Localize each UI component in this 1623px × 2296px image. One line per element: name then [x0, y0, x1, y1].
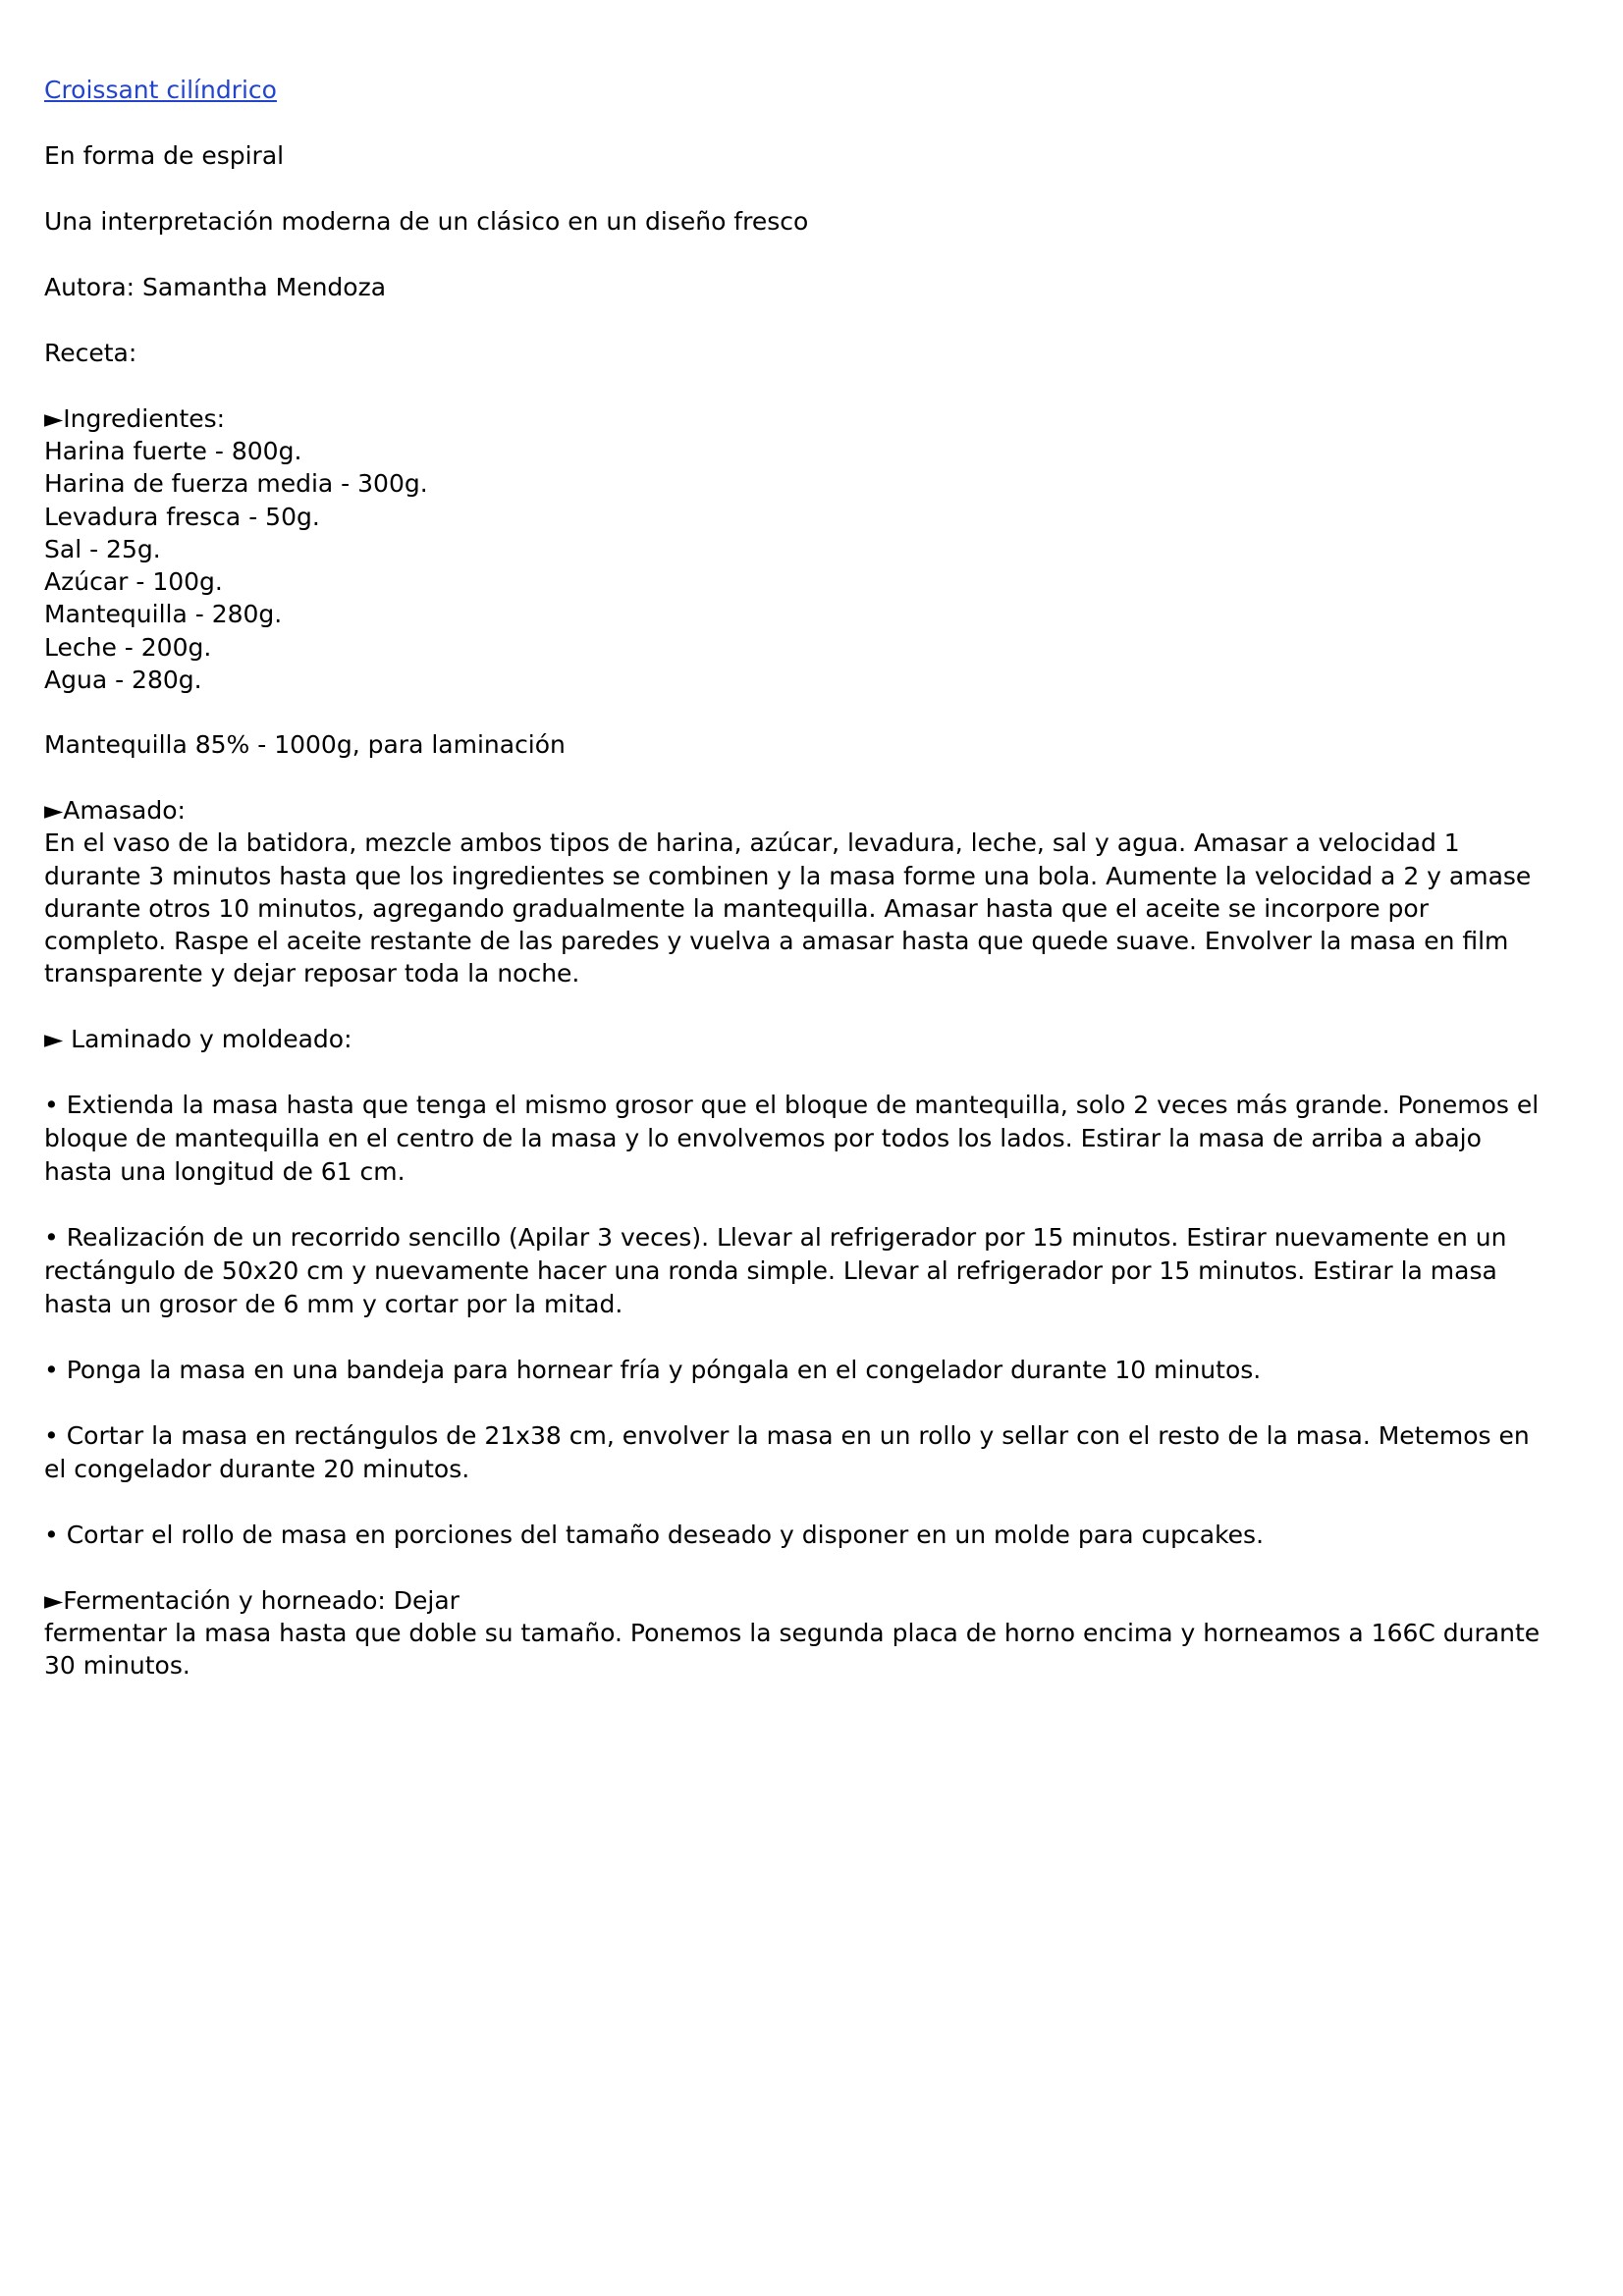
ingredient-item: Sal - 25g.: [44, 534, 161, 563]
ingredient-item: Azúcar - 100g.: [44, 567, 223, 596]
ingredient-item: Harina de fuerza media - 300g.: [44, 469, 428, 499]
ingredient-item: Harina fuerte - 800g.: [44, 437, 302, 465]
lamination-step: • Ponga la masa en una bandeja para hornear fría y póngala en el congelador durante 10 minutos.: [44, 1355, 1262, 1384]
recipe-label: Receta:: [44, 338, 137, 367]
ingredient-item: Mantequilla - 280g.: [44, 600, 283, 629]
ingredients-heading: ►Ingredientes:: [44, 403, 226, 433]
proofing-text: fermentar la masa hasta que doble su tamaño. Ponemos la segunda placa de horno encima y horneamos a 166C durante 30 minutos.: [44, 1618, 1541, 1680]
lamination-step: • Realización de un recorrido sencillo (Apilar 3 veces). Llevar al refrigerador por 15 minutos. Estirar nuevamente en un rectángulo de 50x20 cm y nuevamente hacer una ronda simple. Llevar al refrigerador por 15 minutos. Estirar la masa hasta un grosor de 6 mm y cortar por la mitad.: [44, 1222, 1507, 1318]
kneading-heading: ►Amasado:: [44, 796, 186, 825]
document-title-row: [44, 74, 1556, 107]
recipe-title-link[interactable]: Croissant cilíndrico: [44, 76, 277, 104]
ingredients-block: [44, 402, 1556, 696]
ingredient-item: Levadura fresca - 50g.: [44, 502, 320, 531]
lamination-step: • Cortar la masa en rectángulos de 21x38 cm, envolver la masa en un rollo y sellar con el resto de la masa. Metemos en el congelador durante 20 minutos.: [44, 1420, 1530, 1483]
kneading-text: En el vaso de la batidora, mezcle ambos tipos de harina, azúcar, levadura, leche, sal y agua. Amasar a velocidad 1 durante 3 minutos hasta que los ingredientes se combinen y la masa forme una bola. Aumente la velocidad a 2 y amase durante otros 10 minutos, agregando gradualmente la mantequilla. Amasar hasta que el aceite se incorpore por completo. Raspe el aceite restante de las paredes y vuelva a amasar hasta que quede suave. Envolver la masa en film transparente y dejar reposar toda la noche.: [44, 828, 1532, 988]
proofing-heading: ►Fermentación y horneado: Dejar: [44, 1585, 460, 1615]
ingredient-item: Agua - 280g.: [44, 665, 202, 694]
lamination-step: • Extienda la masa hasta que tenga el mismo grosor que el bloque de mantequilla, solo 2 veces más grande. Ponemos el bloque de mantequilla en el centro de la masa y lo envolvemos por todos los lados. Estirar la masa de arriba a abajo hasta una longitud de 61 cm.: [44, 1090, 1540, 1186]
subtitle-text: En forma de espiral: [44, 140, 285, 170]
document-body: [44, 74, 1556, 1682]
kneading-block: [44, 794, 1556, 990]
lamination-step: • Cortar el rollo de masa en porciones del tamaño deseado y disponer en un molde para cupcakes.: [44, 1520, 1265, 1549]
lamination-heading: ► Laminado y moldeado:: [44, 1024, 352, 1053]
description-text: Una interpretación moderna de un clásico en un diseño fresco: [44, 206, 809, 236]
ingredient-item: Leche - 200g.: [44, 632, 212, 662]
proofing-block: [44, 1584, 1556, 1682]
lamination-butter-note: Mantequilla 85% - 1000g, para laminación: [44, 730, 566, 759]
author-text: Autora: Samantha Mendoza: [44, 272, 387, 301]
